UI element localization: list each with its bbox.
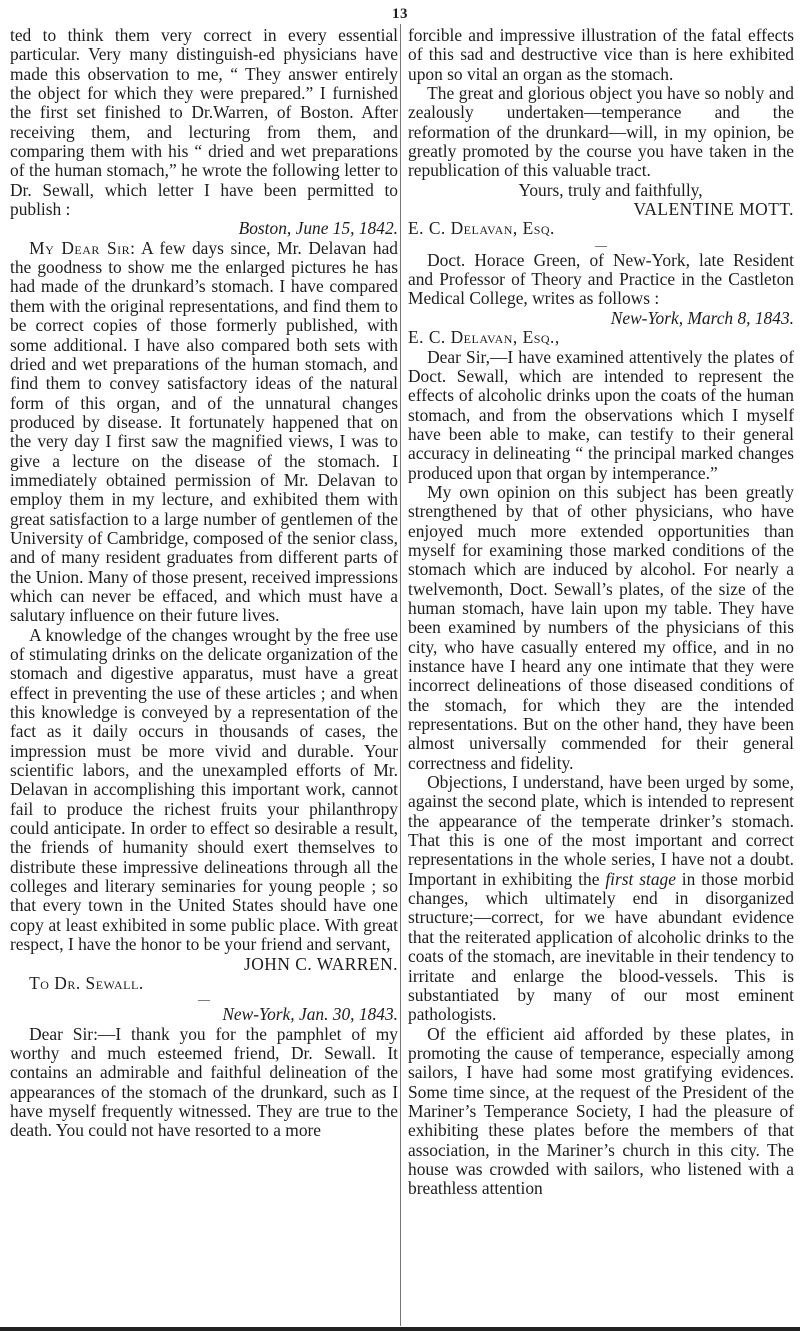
paragraph: forcible and impressive illustration of the fatal effects of this sad and destructive vice than is here exhibited upon so vital an organ as the stomach. xyxy=(408,25,794,84)
letter-paragraph xyxy=(10,239,398,626)
salutation: My Dear Sir: xyxy=(29,237,136,258)
paragraph: My own opinion on this subject has been greatly strengthened by that of other physicians, who have enjoyed much more extended opportunities than myself for examining those marked conditions of the stomach which are induced by alcohol. For nearly a twelvemonth, Doct. Sewall’s plates, of the size of the human stomach, have lain upon my table. They have been examined by numbers of the physicians of this city, who have casually entered my office, and in no instance have I heard any one intimate that they were incorrect delineations of those diseased conditions of the stomach, for which they are the intended representations. But on the other hand, they have been almost universally commended for their general correctness and fidelity. xyxy=(408,481,794,773)
addressee: To Dr. Sewall. xyxy=(29,972,144,993)
closing: Yours, truly and faithfully, xyxy=(518,179,703,200)
column-divider xyxy=(400,24,401,1326)
bottom-edge xyxy=(0,1327,800,1331)
left-column xyxy=(10,26,398,1141)
paragraph: The great and glorious object you have so nobly and zealously undertaken—temperance and the reformation of the drunkard—will, in my opinion, be greatly promoted by the course you have taken in the republication of this valuable tract. xyxy=(408,83,794,181)
emphasis: first stage xyxy=(605,868,676,889)
paragraph: A knowledge of the changes wrought by the free use of stimulating drinks on the delicate organization of the stomach and digestive apparatus, must have a great effect in preventing the use of these articles ; and when this knowledge is conveyed by a representation of the fact as it daily occurs in thousands of cases, the impression must be more vivid and durable. Your scientific labors, and the unexampled efforts of Mr. Delavan in accomplishing this important work, cannot fail to produce the richest fruits your philanthropy could anticipate. In order to effect so desirable a result, the friends of humanity should exert themselves to distribute these impressive delineations through all the colleges and literary seminaries for young people ; so that every town in the United States should have one copy at least exhibited in some public place. With great respect, I have the honor to be your friend and servant, xyxy=(10,624,398,955)
text-run: in those morbid changes, which ultimately end in disorganized structure;—correct, for we have abundant evidence that the reiterated application of alcoholic drinks to the coats of the stomach, are inevitable in their tendency to irritate and enlarge the blood-vessels. This is substantiated by many of our most eminent pathologists. xyxy=(408,868,794,1025)
dateline: New-York, March 8, 1843. xyxy=(610,307,794,328)
separator: — xyxy=(595,237,607,252)
paragraph xyxy=(408,773,794,1024)
paragraph: ted to think them very correct in every essential particular. Very many distinguish-ed physicians have made this observation to me, “ They answer entirely the object for which they were prepared.” I furnished the first set finished to Dr.Warren, of Boston. After receiving them, and lecturing from them, and comparing them with his “ dried and wet preparations of the human stomach,” he wrote the following letter to Dr. Sewall, which letter I have been permitted to publish : xyxy=(10,25,398,220)
letter-body: A few days since, Mr. Delavan had the goodness to show me the enlarged pictures he has had made of the drunkard’s stomach. I have compared them with the original representations, and find them to be correct copies of those formerly published, with some additional. I have also compared both sets with dried and wet preparations of the human stomach, and find them to convey satisfactory ideas of the natural form of this organ, and of the unnatural changes produced by disease. It fortunately happened that on the very day I first saw the magnified views, I was to give a lecture on the disease of the stomach. I immediately obtained permission of Mr. Delavan to employ them in my lecture, and exhibited them with great satisfaction to a large number of gentlemen of the University of Cambridge, composed of the senior class, and of many resident graduates from different parts of the Union. Many of those present, received impressions which can never be effaced, and which must have a salutary influence on their future lives. xyxy=(10,237,398,626)
dateline: New-York, Jan. 30, 1843. xyxy=(222,1004,398,1025)
paragraph: Dear Sir,—I have examined attentively the plates of Doct. Sewall, which are intended to represent the effects of alcoholic drinks upon the coats of the human stomach, and from the observations which I myself have been able to make, can testify to their general accuracy in delineating “ the principal marked changes produced upon that organ by intemperance.” xyxy=(408,346,794,483)
signature: JOHN C. WARREN. xyxy=(243,953,398,974)
paragraph: Doct. Horace Green, of New-York, late Resident and Professor of Theory and Practice in the Castleton Medical College, writes as follows : xyxy=(408,249,794,309)
paragraph: Dear Sir:—I thank you for the pamphlet of my worthy and much esteemed friend, Dr. Sewall. It contains an admirable and faithful delineation of the appearances of the stomach of the drunkard, such as I have myself frequently witnessed. They are true to the death. You could not have resorted to a more xyxy=(10,1023,398,1141)
signature: VALENTINE MOTT. xyxy=(633,199,794,220)
right-column xyxy=(408,26,794,1199)
addressee: E. C. Delavan, Esq., xyxy=(408,327,560,348)
paragraph: Of the efficient aid afforded by these plates, in promoting the cause of temperance, especially among sailors, I have had some most gratifying evidences. Some time since, at the request of the President of the Mariner’s Temperance Society, I had the pleasure of exhibiting these plates before the members of that association, in the Mariner’s church in this city. The house was crowded with sailors, who listened with a breathless attention xyxy=(408,1023,794,1199)
separator: — xyxy=(198,992,210,1007)
text-run: Objections, I understand, have been urged by some, against the second plate, which is intended to represent the appearance of the temperate drinker’s stomach. That this is one of the most important and correct representations in the whole series, I have not a doubt. Important in exhibiting the xyxy=(408,772,794,889)
page-number: 13 xyxy=(392,6,408,22)
dateline: Boston, June 15, 1842. xyxy=(238,218,398,239)
addressee: E. C. Delavan, Esq. xyxy=(408,218,555,239)
